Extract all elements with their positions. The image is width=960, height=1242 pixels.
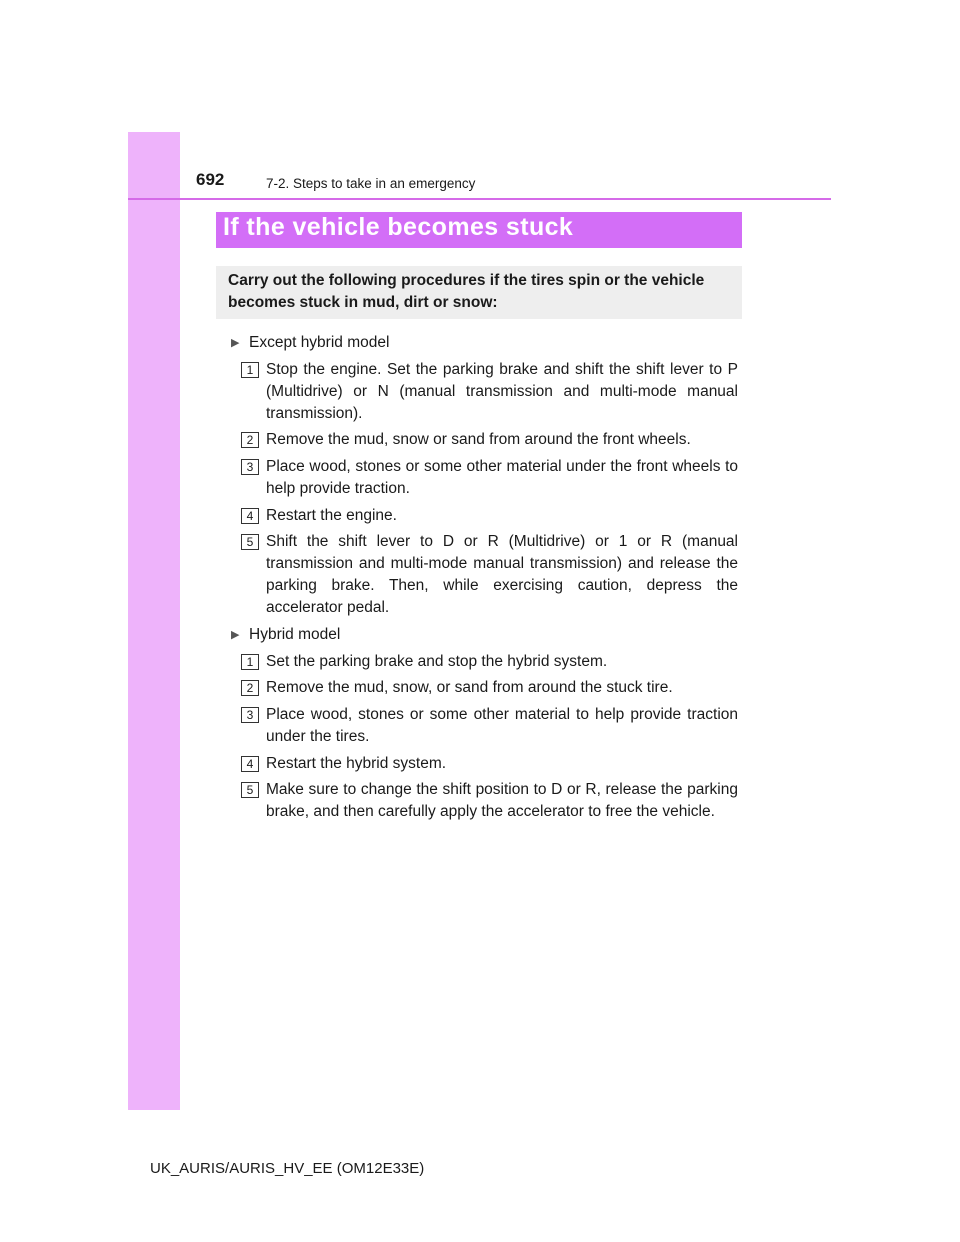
- step-number-box: 5: [241, 782, 259, 798]
- step-item: [241, 531, 738, 619]
- step-text: Set the parking brake and stop the hybrid system.: [266, 653, 608, 670]
- step-item: [241, 456, 738, 500]
- step-item: [241, 651, 738, 673]
- step-number-box: 1: [241, 654, 259, 670]
- section-heading-label: Hybrid model: [249, 626, 341, 643]
- step-text: Place wood, stones or some other material under the front wheels to help provide traction.: [266, 458, 738, 497]
- step-item: [241, 359, 738, 425]
- chapter-side-tab: [128, 132, 180, 1110]
- step-item: [241, 704, 738, 748]
- section-heading-label: Except hybrid model: [249, 334, 390, 351]
- step-text: Remove the mud, snow, or sand from around the stuck tire.: [266, 679, 673, 696]
- section-reference: 7-2. Steps to take in an emergency: [266, 176, 476, 191]
- step-text: Remove the mud, snow or sand from around the front wheels.: [266, 431, 691, 448]
- step-number-box: 1: [241, 362, 259, 378]
- step-text: Place wood, stones or some other material to help provide traction under the tires.: [266, 706, 738, 745]
- step-number-box: 3: [241, 459, 259, 475]
- step-number-box: 3: [241, 707, 259, 723]
- intro-box: Carry out the following procedures if the tires spin or the vehicle becomes stuck in mud, dirt or snow:: [216, 266, 742, 319]
- step-number-box: 4: [241, 756, 259, 772]
- step-text: Stop the engine. Set the parking brake and shift the shift lever to P (Multidrive) or N (manual transmission and multi-mode manual transmission).: [266, 361, 738, 422]
- section-heading-except-hybrid: [231, 332, 389, 354]
- step-text: Make sure to change the shift position to D or R, release the parking brake, and then carefully apply the accelerator to free the vehicle.: [266, 781, 738, 820]
- triangle-bullet-icon: ▶: [231, 629, 240, 641]
- step-text: Restart the hybrid system.: [266, 755, 447, 772]
- step-item: [241, 505, 738, 527]
- step-item: [241, 677, 738, 699]
- triangle-bullet-icon: ▶: [231, 337, 240, 349]
- header-divider: [128, 198, 831, 200]
- document-footer: UK_AURIS/AURIS_HV_EE (OM12E33E): [150, 1160, 425, 1177]
- step-number-box: 4: [241, 508, 259, 524]
- step-number-box: 5: [241, 534, 259, 550]
- step-item: [241, 779, 738, 823]
- step-number-box: 2: [241, 432, 259, 448]
- step-text: Restart the engine.: [266, 507, 397, 524]
- step-item: [241, 753, 738, 775]
- step-number-box: 2: [241, 680, 259, 696]
- section-heading-hybrid: [231, 624, 340, 646]
- page-title: If the vehicle becomes stuck: [216, 212, 742, 248]
- page-number: 692: [196, 170, 225, 189]
- step-item: [241, 429, 738, 451]
- step-text: Shift the shift lever to D or R (Multidrive) or 1 or R (manual transmission and multi-mode manual transmission) and release the parking brake. Then, while exercising caution, depress the accelerator pedal.: [266, 533, 738, 616]
